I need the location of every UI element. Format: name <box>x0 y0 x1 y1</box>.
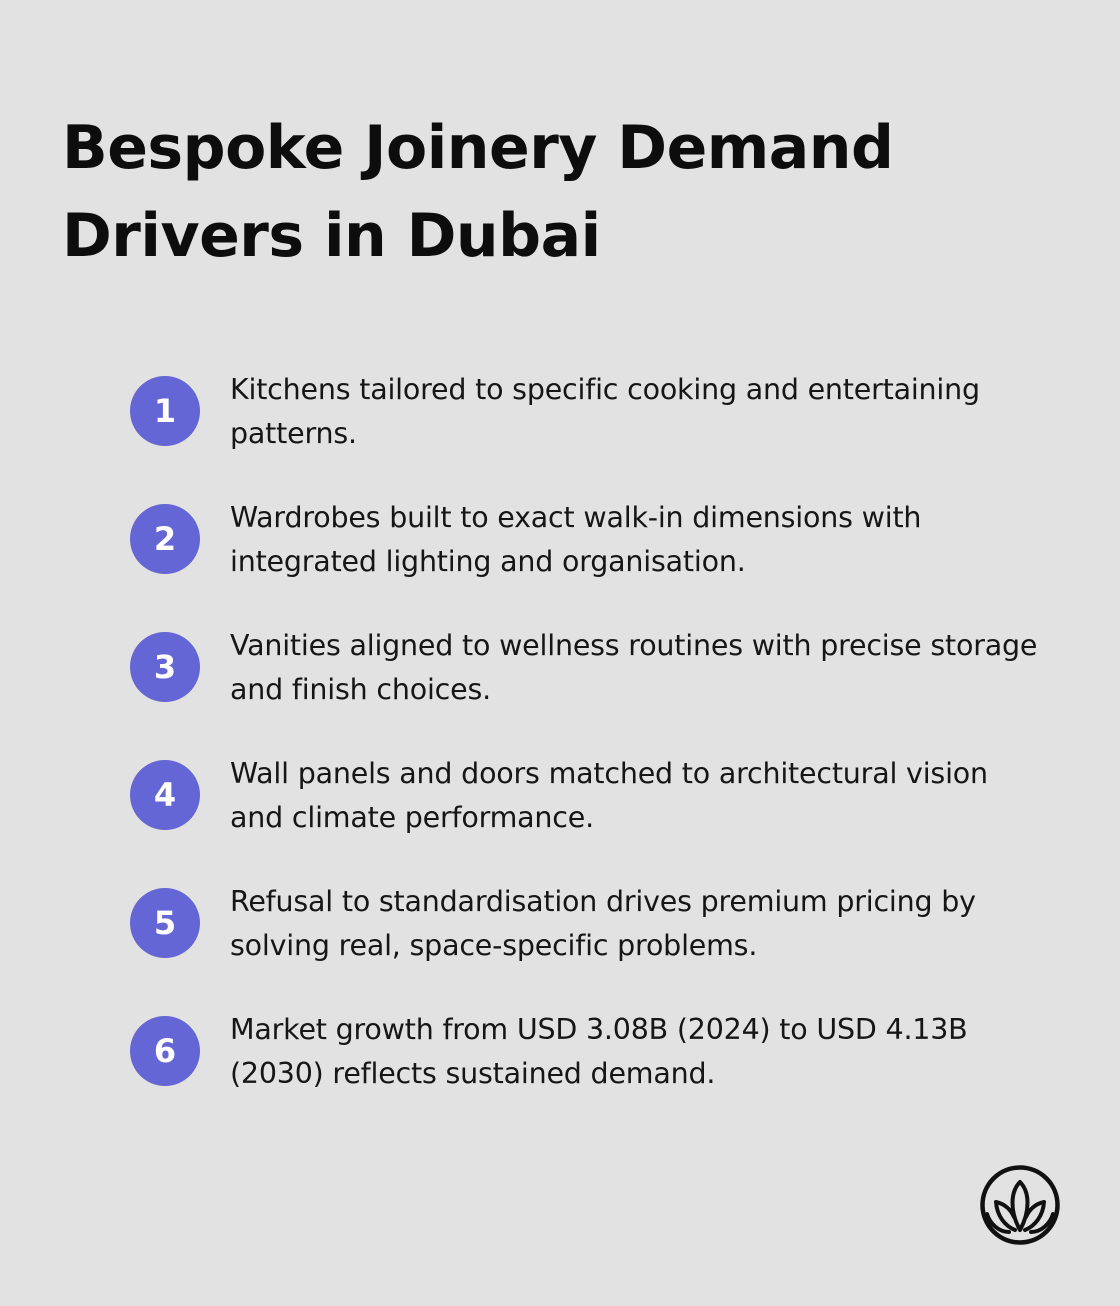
list-item <box>130 496 1050 596</box>
list-item <box>130 880 1050 980</box>
page-title: Bespoke Joinery Demand Drivers in Dubai <box>62 113 894 271</box>
list-item <box>130 1008 1050 1108</box>
list-item-text: Wardrobes built to exact walk-in dimensions with integrated lighting and organisation. <box>230 501 922 578</box>
number-badge: 4 <box>130 760 200 830</box>
number-badge: 1 <box>130 376 200 446</box>
list-item <box>130 368 1050 468</box>
list-item-text: Kitchens tailored to specific cooking and entertaining patterns. <box>230 373 980 450</box>
list-item <box>130 624 1050 724</box>
list-item-text: Market growth from USD 3.08B (2024) to USD 4.13B (2030) reflects sustained demand. <box>230 1013 968 1090</box>
number-badge: 3 <box>130 632 200 702</box>
number-badge: 2 <box>130 504 200 574</box>
list-item-text: Refusal to standardisation drives premium pricing by solving real, space-specific problems. <box>230 885 976 962</box>
number-badge: 6 <box>130 1016 200 1086</box>
list-item <box>130 752 1050 852</box>
number-badge: 5 <box>130 888 200 958</box>
lotus-logo-icon <box>979 1164 1061 1246</box>
list-item-text: Vanities aligned to wellness routines with precise storage and finish choices. <box>230 629 1038 706</box>
list-item-text: Wall panels and doors matched to architectural vision and climate performance. <box>230 757 988 834</box>
